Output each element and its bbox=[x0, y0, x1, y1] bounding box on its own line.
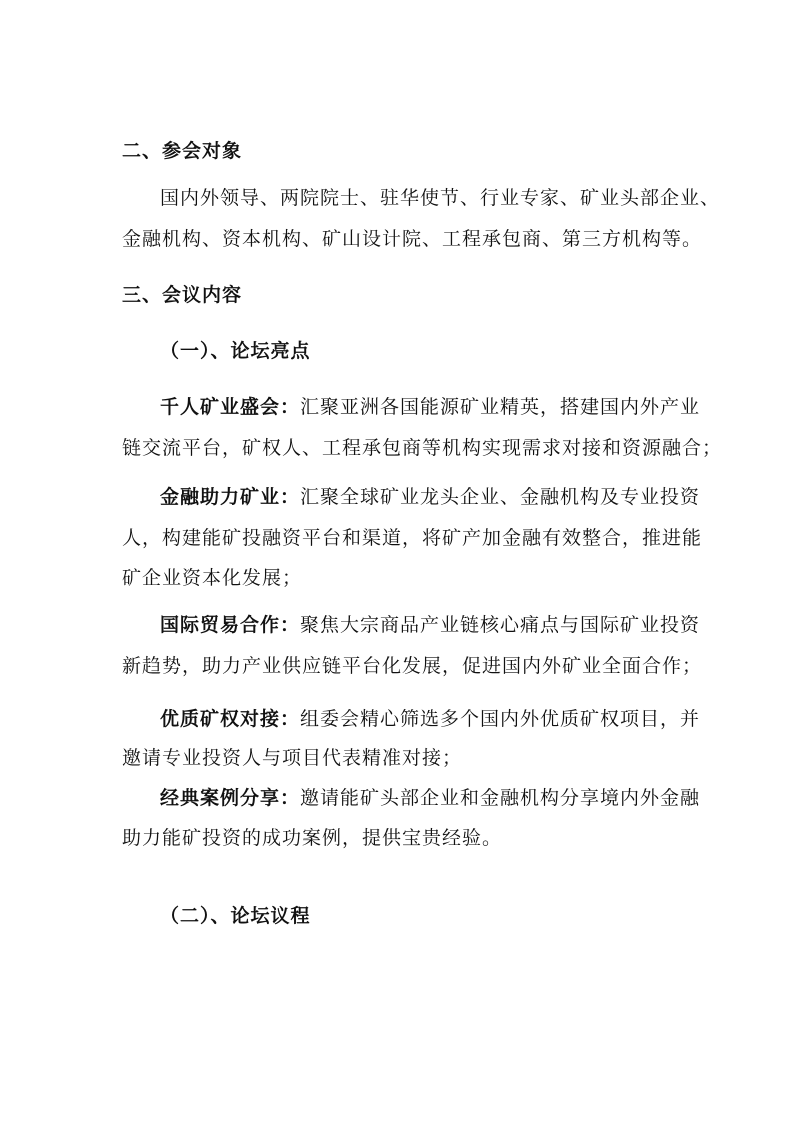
highlight-1-text: 汇聚亚洲各国能源矿业精英，搭建国内外产业 bbox=[300, 396, 701, 418]
subsection-highlights-heading: （一）、论坛亮点 bbox=[160, 340, 311, 362]
highlight-1-line-2: 链交流平台，矿权人、工程承包商等机构实现需求对接和资源融合； bbox=[122, 437, 723, 459]
highlight-2-text: 汇聚全球矿业龙头企业、金融机构及专业投资 bbox=[300, 486, 701, 508]
highlight-2-line-1 bbox=[160, 485, 700, 509]
highlight-2-term: 金融助力矿业： bbox=[160, 486, 301, 508]
section-2-line-2: 金融机构、资本机构、矿山设计院、工程承包商、第三方机构等。 bbox=[122, 228, 703, 250]
highlight-3-line-1 bbox=[160, 613, 700, 637]
highlight-2-line-2: 人，构建能矿投融资平台和渠道，将矿产加金融有效整合，推进能 bbox=[122, 527, 703, 549]
highlight-5-term: 经典案例分享： bbox=[160, 787, 301, 809]
highlight-5-line-2: 助力能矿投资的成功案例，提供宝贵经验。 bbox=[122, 827, 503, 849]
highlight-1-term: 千人矿业盛会： bbox=[160, 396, 301, 418]
highlight-1-line-1 bbox=[160, 395, 700, 419]
highlight-5-text: 邀请能矿头部企业和金融机构分享境内外金融 bbox=[300, 787, 701, 809]
section-3-heading: 三、会议内容 bbox=[122, 284, 243, 306]
highlight-3-line-2: 新趋势，助力产业供应链平台化发展，促进国内外矿业全面合作； bbox=[122, 655, 703, 677]
highlight-5-line-1 bbox=[160, 786, 700, 810]
highlight-4-text: 组委会精心筛选多个国内外优质矿权项目，并 bbox=[300, 708, 701, 730]
highlight-3-term: 国际贸易合作： bbox=[160, 614, 301, 636]
subsection-agenda-heading: （二）、论坛议程 bbox=[160, 905, 311, 927]
highlight-4-term: 优质矿权对接： bbox=[160, 708, 301, 730]
highlight-4-line-2: 邀请专业投资人与项目代表精准对接； bbox=[122, 747, 463, 769]
highlight-4-line-1 bbox=[160, 707, 700, 731]
section-2-line-1: 国内外领导、两院院士、驻华使节、行业专家、矿业头部企业、 bbox=[160, 187, 721, 209]
highlight-2-line-3: 矿企业资本化发展； bbox=[122, 567, 303, 589]
highlight-3-text: 聚焦大宗商品产业链核心痛点与国际矿业投资 bbox=[300, 614, 701, 636]
section-2-heading: 二、参会对象 bbox=[122, 140, 243, 162]
